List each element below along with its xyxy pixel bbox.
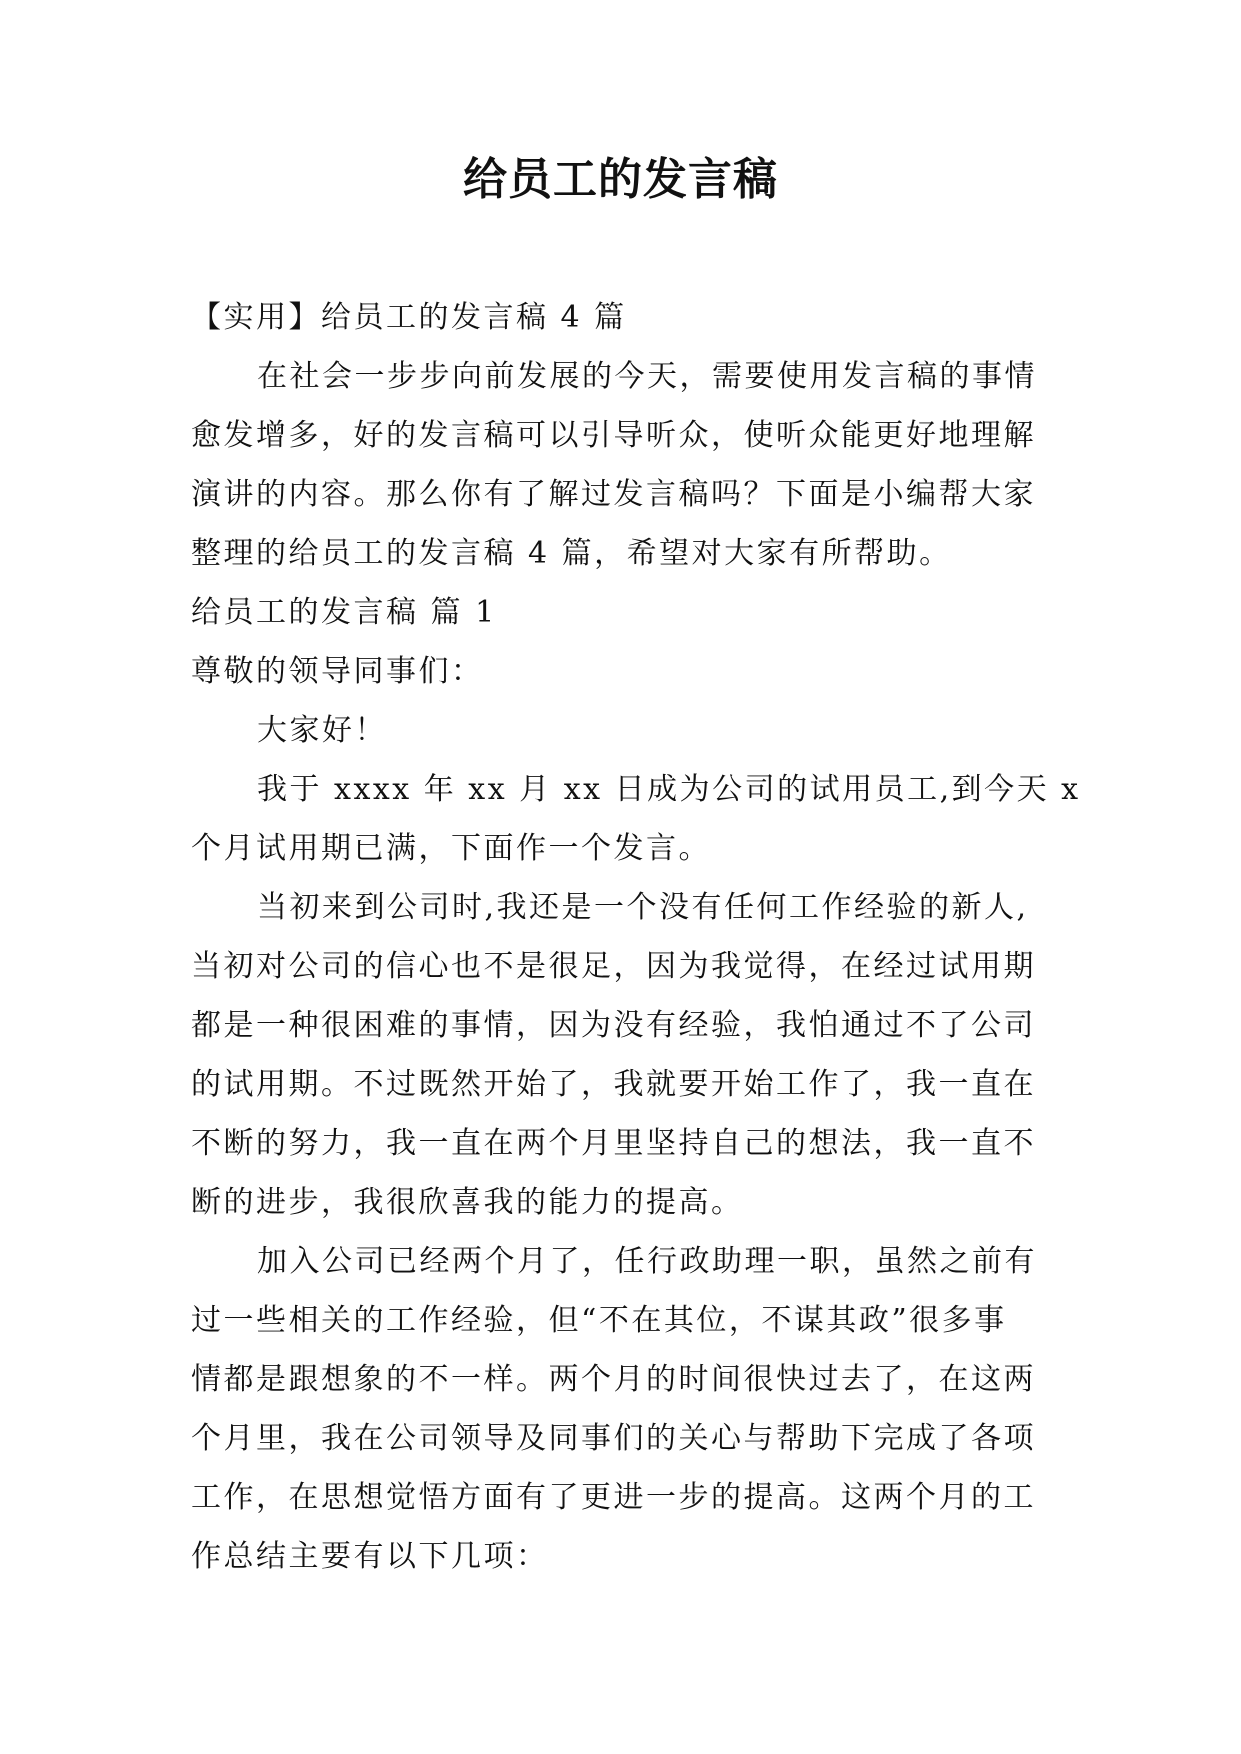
- paragraph-line: 作总结主要有以下几项：: [191, 1539, 549, 1574]
- paragraph-line: 给员工的发言稿 篇 1: [191, 595, 497, 630]
- paragraph-line: 尊敬的领导同事们：: [191, 654, 484, 689]
- paragraph-line: 个月试用期已满，下面作一个发言。: [191, 831, 711, 866]
- paragraph-line: 断的进步，我很欣喜我的能力的提高。: [191, 1185, 744, 1220]
- paragraph-line: 大家好！: [257, 713, 387, 748]
- paragraph-line: 演讲的内容。那么你有了解过发言稿吗？下面是小编帮大家: [191, 477, 1036, 512]
- paragraph-line: 过一些相关的工作经验，但“不在其位，不谋其政”很多事: [191, 1303, 1007, 1338]
- paragraph-line: 个月里，我在公司领导及同事们的关心与帮助下完成了各项: [191, 1421, 1036, 1456]
- paragraph-line: 工作，在思想觉悟方面有了更进一步的提高。这两个月的工: [191, 1480, 1036, 1515]
- paragraph-line: 当初对公司的信心也不是很足，因为我觉得，在经过试用期: [191, 949, 1036, 984]
- paragraph-line: 愈发增多，好的发言稿可以引导听众，使听众能更好地理解: [191, 418, 1036, 453]
- document-title: 给员工的发言稿: [463, 154, 778, 205]
- paragraph-line: 加入公司已经两个月了，任行政助理一职，虽然之前有: [257, 1244, 1037, 1279]
- paragraph-line: 当初来到公司时,我还是一个没有任何工作经验的新人,: [257, 890, 1029, 925]
- paragraph-line: 整理的给员工的发言稿 4 篇，希望对大家有所帮助。: [191, 536, 952, 571]
- paragraph-line: 不断的努力，我一直在两个月里坚持自己的想法，我一直不: [191, 1126, 1036, 1161]
- paragraph-line: 【实用】给员工的发言稿 4 篇: [191, 300, 627, 335]
- paragraph-line: 情都是跟想象的不一样。两个月的时间很快过去了，在这两: [191, 1362, 1036, 1397]
- document-body: [191, 288, 1081, 1586]
- paragraph-line: 我于 xxxx 年 xx 月 xx 日成为公司的试用员工,到今天 x: [257, 772, 1081, 807]
- paragraph-line: 在社会一步步向前发展的今天，需要使用发言稿的事情: [257, 359, 1037, 394]
- paragraph-line: 的试用期。不过既然开始了，我就要开始工作了，我一直在: [191, 1067, 1036, 1102]
- paragraph-line: 都是一种很困难的事情，因为没有经验，我怕通过不了公司: [191, 1008, 1036, 1043]
